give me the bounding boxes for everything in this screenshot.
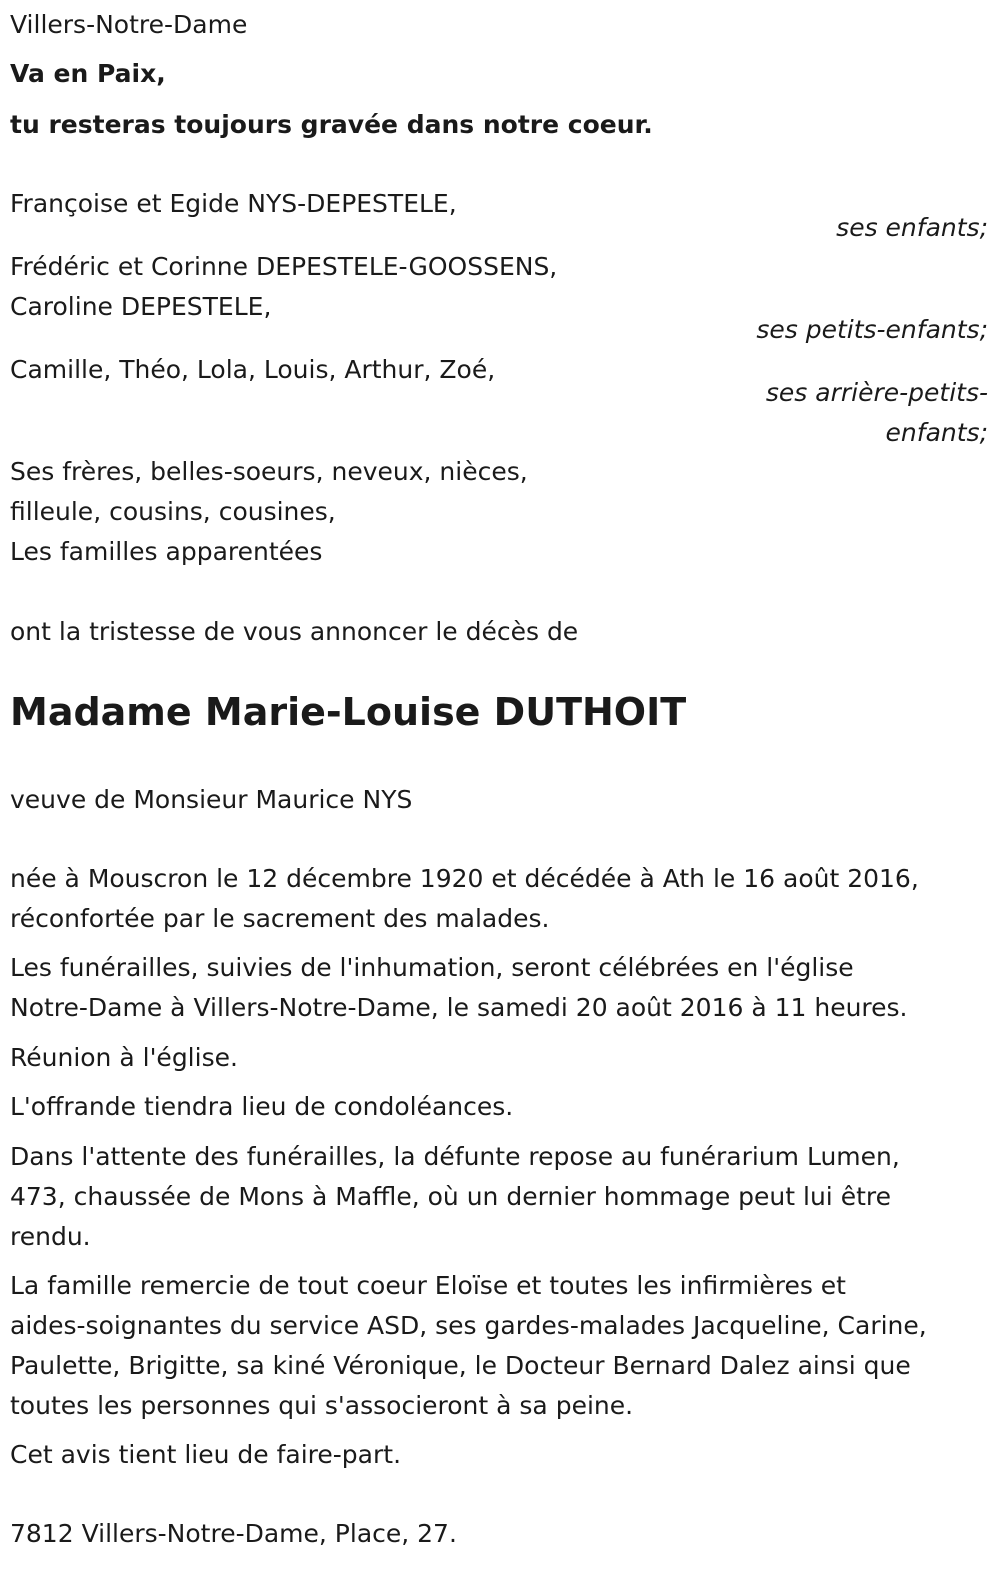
address-line: 7812 Villers-Notre-Dame, Place, 27. [10, 1519, 457, 1548]
offering-line: L'offrande tiendra lieu de condoléances. [10, 1092, 514, 1121]
grandchildren-role: ses petits-enfants; [756, 315, 988, 344]
repose-line-1: Dans l'attente des funérailles, la défunte repose au funérarium Lumen, [10, 1142, 900, 1171]
great-grandchildren-role-line-2: enfants; [885, 418, 988, 447]
epitaph-line-1: Va en Paix, [10, 59, 166, 88]
thanks-line-2: aides-soignantes du service ASD, ses gardes-malades Jacqueline, Carine, [10, 1311, 927, 1340]
funeral-line-2: Notre-Dame à Villers-Notre-Dame, le samedi 20 août 2016 à 11 heures. [10, 993, 908, 1022]
widow-of-text: veuve de Monsieur Maurice NYS [10, 785, 413, 814]
funeral-line-1: Les funérailles, suivies de l'inhumation, seront célébrées en l'église [10, 953, 854, 982]
repose-line-3: rendu. [10, 1222, 91, 1251]
thanks-line-4: toutes les personnes qui s'associeront à sa peine. [10, 1391, 634, 1420]
place-header: Villers-Notre-Dame [10, 10, 248, 39]
thanks-line-3: Paulette, Brigitte, sa kiné Véronique, le Docteur Bernard Dalez ainsi que [10, 1351, 911, 1380]
repose-line-2: 473, chaussée de Mons à Maffle, où un dernier hommage peut lui être [10, 1182, 891, 1211]
notice-line: Cet avis tient lieu de faire-part. [10, 1440, 402, 1469]
birth-death-line-2: réconfortée par le sacrement des malades. [10, 904, 550, 933]
children-names: Françoise et Egide NYS-DEPESTELE, [10, 189, 457, 218]
grandchildren-name-2: Caroline DEPESTELE, [10, 292, 272, 321]
children-role: ses enfants; [836, 213, 988, 242]
thanks-line-1: La famille remercie de tout coeur Eloïse et toutes les infirmières et [10, 1271, 846, 1300]
other-family-line-1: Ses frères, belles-soeurs, neveux, nièces, [10, 457, 528, 486]
other-family-line-2: filleule, cousins, cousines, [10, 497, 336, 526]
birth-death-line-1: née à Mouscron le 12 décembre 1920 et décédée à Ath le 16 août 2016, [10, 864, 919, 893]
meeting-line: Réunion à l'église. [10, 1043, 238, 1072]
deceased-name: Madame Marie-Louise DUTHOIT [10, 690, 687, 734]
great-grandchildren-role-line-1: ses arrière-petits- [765, 378, 988, 407]
grandchildren-name-1: Frédéric et Corinne DEPESTELE-GOOSSENS, [10, 252, 558, 281]
other-family-line-3: Les familles apparentées [10, 537, 323, 566]
announcement-text: ont la tristesse de vous annoncer le décès de [10, 617, 579, 646]
epitaph-line-2: tu resteras toujours gravée dans notre coeur. [10, 110, 653, 139]
great-grandchildren-names: Camille, Théo, Lola, Louis, Arthur, Zoé, [10, 355, 496, 384]
